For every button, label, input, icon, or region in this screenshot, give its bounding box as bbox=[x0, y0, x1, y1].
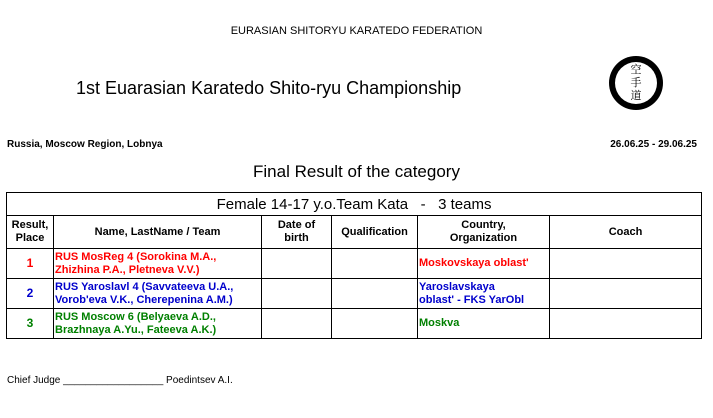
table-row bbox=[7, 249, 702, 279]
qualification-cell bbox=[332, 279, 418, 309]
organization-cell bbox=[418, 279, 550, 309]
emblem-char-3: 道 bbox=[630, 89, 642, 102]
organization-cell bbox=[418, 309, 550, 339]
cell-line: RUS Yaroslavl 4 (Savvateeva U.A., bbox=[55, 280, 234, 293]
federation-title: EURASIAN SHITORYU KARATEDO FEDERATION bbox=[230, 25, 483, 37]
header-row bbox=[7, 216, 702, 249]
championship-title: 1st Euarasian Karatedo Shito-ryu Championship bbox=[76, 78, 462, 98]
qualification-cell bbox=[332, 249, 418, 279]
table-row bbox=[7, 309, 702, 339]
result-title: Final Result of the category bbox=[253, 162, 460, 181]
col-country-line2: Organization bbox=[449, 232, 518, 244]
col-dob-line2: birth bbox=[284, 232, 309, 244]
table-row bbox=[7, 279, 702, 309]
organization-cell bbox=[418, 249, 550, 279]
event-location: Russia, Moscow Region, Lobnya bbox=[7, 139, 163, 150]
dob-cell bbox=[262, 249, 332, 279]
coach-cell bbox=[550, 279, 702, 309]
results-table bbox=[6, 192, 702, 339]
event-dates: 26.06.25 - 29.06.25 bbox=[610, 139, 697, 150]
cell-line: Yaroslavskaya bbox=[419, 280, 495, 293]
results-body bbox=[7, 249, 702, 339]
cell-line: Moskva bbox=[419, 317, 460, 329]
cell-line: Moskovskaya oblast' bbox=[419, 257, 529, 269]
chief-judge-signature-line: Chief Judge __________________ Poedintsev A.I. bbox=[7, 375, 233, 386]
col-dob-line1: Date of bbox=[277, 219, 316, 231]
col-qualification-header: Qualification bbox=[332, 216, 418, 249]
qualification-cell bbox=[332, 309, 418, 339]
cell-line: RUS MosReg 4 (Sorokina M.A., bbox=[55, 250, 217, 263]
cell-line: Brazhnaya A.Yu., Fateeva A.K.) bbox=[55, 323, 217, 336]
col-coach-header: Coach bbox=[550, 216, 702, 249]
col-place-line1: Result, bbox=[11, 219, 49, 231]
col-name-header: Name, LastName / Team bbox=[54, 216, 262, 249]
cell-line: oblast' - FKS YarObl bbox=[419, 293, 525, 306]
team-cell bbox=[54, 279, 262, 309]
col-place-header bbox=[7, 216, 54, 249]
col-country-header bbox=[418, 216, 550, 249]
col-dob-header bbox=[262, 216, 332, 249]
coach-cell bbox=[550, 249, 702, 279]
place-cell: 1 bbox=[7, 249, 54, 279]
federation-emblem-icon bbox=[607, 54, 665, 112]
category-row bbox=[7, 193, 702, 216]
cell-line: Vorob'eva V.K., Cherepenina A.M.) bbox=[55, 293, 233, 306]
cell-line: RUS Moscow 6 (Belyaeva A.D., bbox=[55, 310, 216, 323]
team-cell bbox=[54, 249, 262, 279]
emblem-char-2: 手 bbox=[630, 76, 642, 89]
place-cell: 2 bbox=[7, 279, 54, 309]
col-country-line1: Country, bbox=[461, 219, 506, 231]
coach-cell bbox=[550, 309, 702, 339]
team-cell bbox=[54, 309, 262, 339]
cell-line: Zhizhina P.A., Pletneva V.V.) bbox=[55, 263, 200, 276]
category-name: Female 14-17 y.o.Team Kata - 3 teams bbox=[7, 193, 702, 216]
place-cell: 3 bbox=[7, 309, 54, 339]
col-place-line2: Place bbox=[15, 232, 45, 244]
dob-cell bbox=[262, 309, 332, 339]
emblem-char-1: 空 bbox=[630, 63, 642, 76]
dob-cell bbox=[262, 279, 332, 309]
